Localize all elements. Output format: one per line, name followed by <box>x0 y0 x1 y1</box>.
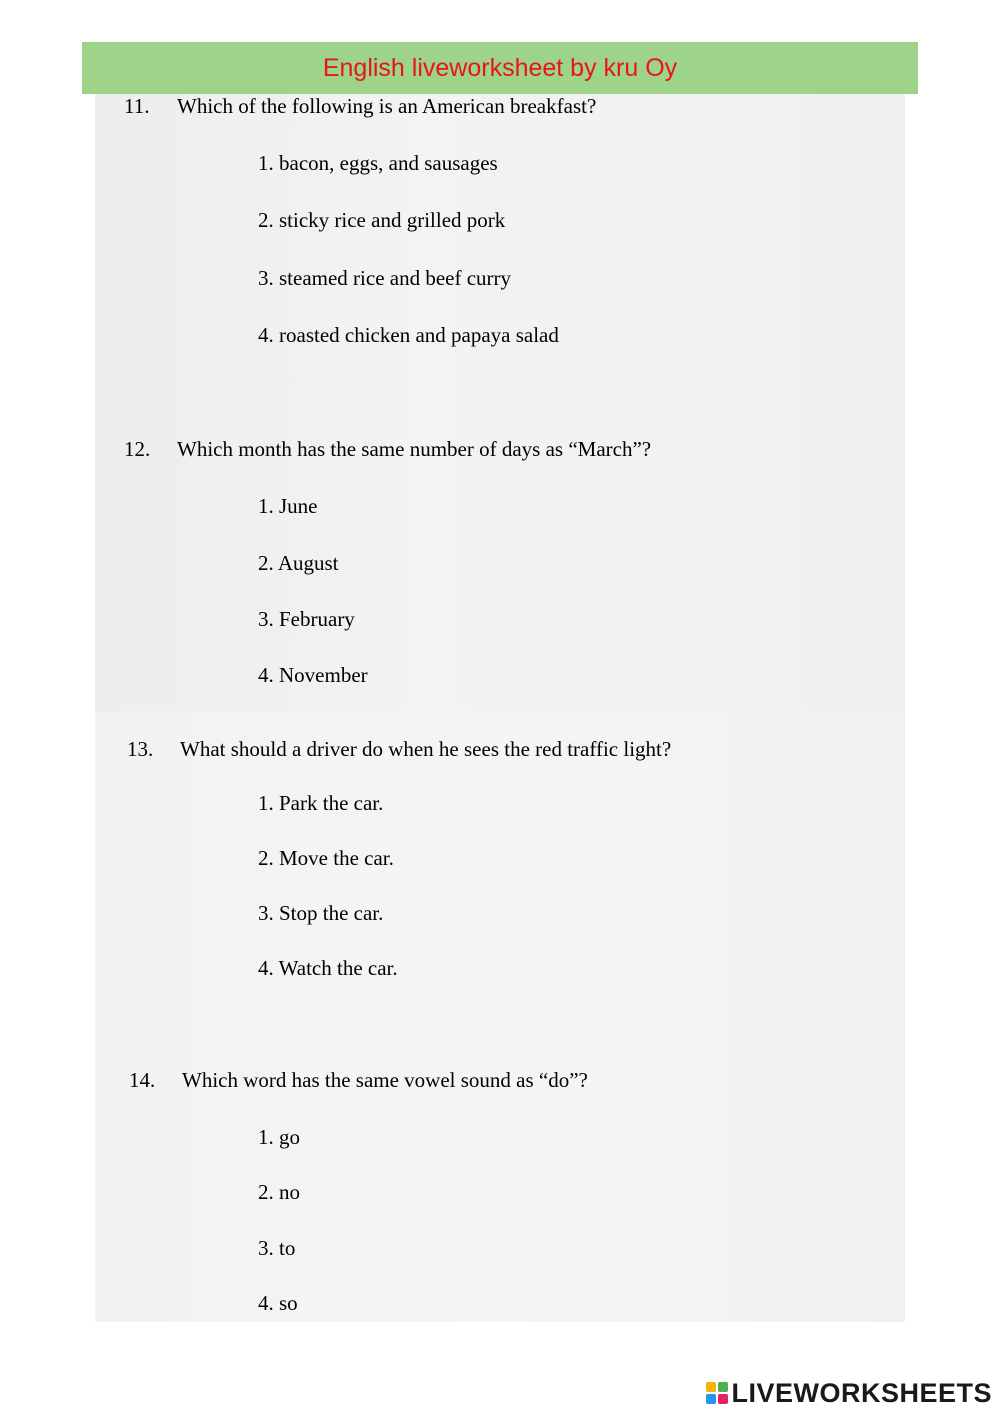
option[interactable]: 3. to <box>258 1236 296 1260</box>
option[interactable]: 2. August <box>258 551 339 575</box>
option[interactable]: 3. Stop the car. <box>258 901 384 925</box>
option[interactable]: 1. June <box>258 494 318 518</box>
option[interactable]: 1. Park the car. <box>258 791 384 815</box>
brand-name: LIVEWORKSHEETS <box>731 1377 992 1408</box>
option[interactable]: 1. go <box>258 1125 300 1149</box>
worksheet-title-banner <box>82 42 918 94</box>
option[interactable]: 1. bacon, eggs, and sausages <box>258 151 498 175</box>
option[interactable]: 4. November <box>258 663 368 687</box>
question-number: 12. <box>124 437 151 461</box>
option[interactable]: 2. sticky rice and grilled pork <box>258 208 506 232</box>
question-number: 11. <box>124 94 150 118</box>
question-text: Which of the following is an American breakfast? <box>177 94 597 118</box>
liveworksheets-logo-icon <box>706 1382 728 1404</box>
question-number: 13. <box>127 737 154 761</box>
option[interactable]: 3. steamed rice and beef curry <box>258 266 512 290</box>
option[interactable]: 2. Move the car. <box>258 846 394 870</box>
question-text: Which word has the same vowel sound as “do”? <box>182 1068 588 1092</box>
option[interactable]: 2. no <box>258 1180 300 1204</box>
option[interactable]: 4. so <box>258 1291 298 1315</box>
question-text: What should a driver do when he sees the red traffic light? <box>180 737 672 761</box>
option[interactable]: 4. roasted chicken and papaya salad <box>258 323 559 347</box>
option[interactable]: 4. Watch the car. <box>258 956 398 980</box>
option[interactable]: 3. February <box>258 607 355 631</box>
question-text: Which month has the same number of days as “March”? <box>177 437 652 461</box>
worksheet-title: English liveworksheet by kru Oy <box>322 53 678 82</box>
question-number: 14. <box>129 1068 156 1092</box>
liveworksheets-brand <box>706 1376 992 1410</box>
scanned-page-top <box>95 94 905 711</box>
scanned-page-bottom <box>95 711 905 1322</box>
